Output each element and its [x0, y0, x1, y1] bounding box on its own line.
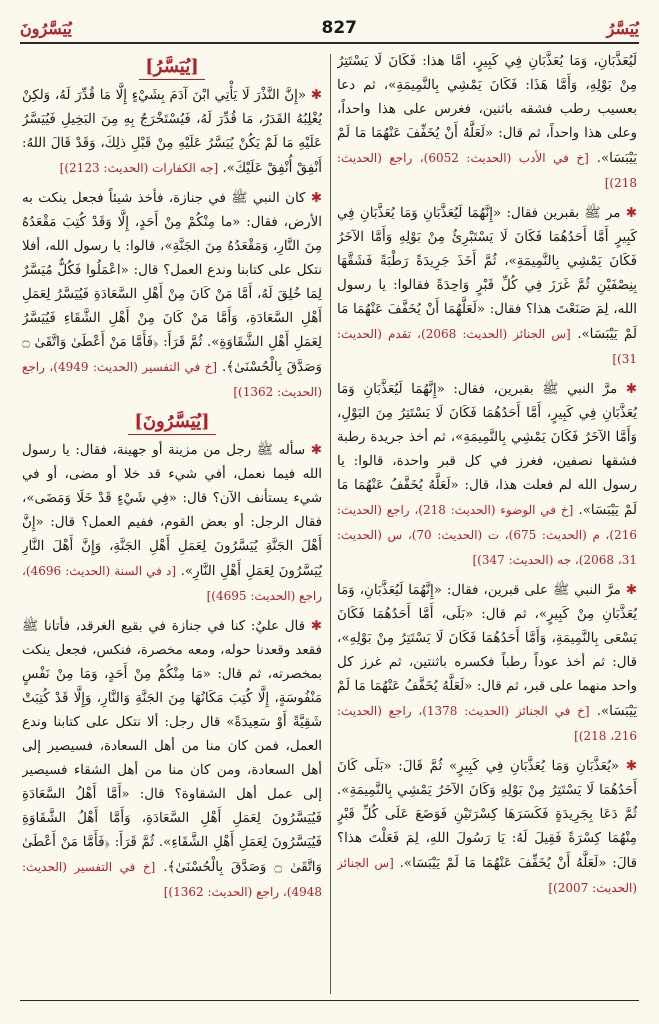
hadith-text: مرَّ النبي ﷺ على قبرين، فقال: «إِنَّهُمَا لَيُعَذَّبَانِ، وَمَا يُعَذَّبَانِ مِنْ كَبِيرٍ»، ثم قال: «بَلَى، أَمَّا أَحَدُهُمَا فَكَانَ يَسْعَى بِالنَّمِيمَةِ، وَأَمَّا أَحَدُهُمَا فَكَانَ لَا يَسْتَتِرُ مِنْ بَوْلِهِ»، قال: ثم أخذ عوداً رطباً فكسره باثنتين، ثم غرز كل واحد منهما على قبر، ثم قال: «لَعَلَّهُ يُخَفَّفُ عَنْهُمَا مَا لَمْ يَيْبَسَا». [337, 583, 637, 719]
section-heading [22, 411, 322, 435]
hadith-text: كان النبي ﷺ في جنازة، فأخذ شيئاً فجعل ينكت به الأرض، فقال: «ما مِنْكُمْ مِنْ أَحَدٍ، إِلَّا وَقَدْ كُتِبَ مَقْعَدُهُ مِنَ النَّارِ، وَمَقْعَدُهُ مِنَ الجَنَّةِ»، قالوا: يا رسول الله، أفلا نتكل على كتابنا وندع العمل؟ قال: «اعْمَلُوا فَكُلٌّ مُيَسَّرٌ لِمَا خُلِقَ لَهُ، أَمَّا مَنْ كَانَ مِنْ أَهْلِ السَّعَادَةِ فَيُيَسَّرُ لِعَمَلِ أَهْلِ السَّعَادَةِ، وَأَمَّا مَنْ كَانَ مِنْ أَهْلِ الشَّقَاءِ فَيُيَسَّرُ لِعَمَلِ أَهْلِ الشَّقَاوَةِ». ثُمَّ قَرَأَ: ﴿فَأَمَّا مَنْ أَعْطَىٰ وَاتَّقَىٰ ۝ وَصَدَّقَ بِالْحُسْنَىٰ﴾. [22, 191, 322, 375]
hadith-text: «إِنَّ النَّذْرَ لَا يَأْتِي ابْنَ آدَمَ بِشَيْءٍ إِلَّا مَا قُدِّرَ لَهُ، وَلكِنْ يُغْلِبُهُ القَدَرُ، مَا قُدِّرَ لَهُ، فَيُسْتَخْرَجُ بِهِ مِنَ البَخِيلِ فَيُيَسَّرُ عَلَيْهِ مَا لَمْ يَكُنْ يُيَسَّرُ عَلَيْهِ مِنْ قَبْلِ ذلِكَ، وَقَدْ قَالَ اللهُ: أَنْفِقْ أُنْفِقْ عَلَيْكَ». [22, 88, 322, 176]
left-column [22, 50, 322, 996]
hadith-reference: [خ في التفسير (الحديث: 4949)، راجع (الحديث: 1362)] [22, 360, 322, 399]
columns [22, 50, 637, 996]
star-icon: ✱ [625, 583, 637, 598]
header-word-left: يُيَسَّرُونَ [20, 19, 72, 38]
hadith-reference: [جه الكفارات (الحديث: 2123)] [59, 161, 219, 175]
right-column [337, 50, 637, 996]
hadith-reference: [س الجنائز (الحديث: 2007)] [337, 856, 637, 895]
hadith-reference: [خ في الجنائز (الحديث: 1378)، راجع (الحديث: 216، 218)] [337, 704, 637, 743]
hadith-entry [337, 579, 637, 749]
star-icon: ✱ [310, 443, 322, 458]
hadith-entry [337, 202, 637, 372]
hadith-reference: [خ في الوضوء (الحديث: 218)، راجع (الحديث: 216)، م (الحديث: 675)، ت (الحديث: 70)، س (الحديث: 31، 2068)، جه (الحديث: 347)] [337, 503, 637, 567]
footer-rule [20, 1000, 639, 1001]
hadith-entry [337, 50, 637, 196]
star-icon: ✱ [625, 206, 637, 221]
hadith-entry [22, 187, 322, 405]
heading-yuyassaru: [يُيَسَّرُ] [139, 56, 204, 80]
star-icon: ✱ [310, 619, 322, 634]
hadith-text: سأله ﷺ رجل من مزينة أو جهينة، فقال: يا رسول الله فيما نعمل، أفي شيء قد خلا أو مضى، أو في شيء يستأنف الآن؟ قال: «فِي شَيْءٍ قَدْ خَلَا وَمَضَى»، فقال الرجل: أو بعض القوم، ففيم العمل؟ قال: «إِنَّ أَهْلَ الجَنَّةِ يُيَسَّرُونَ لِعَمَلِ أَهْلِ الجَنَّةِ، وَإِنَّ أَهْلَ النَّارِ يُيَسَّرُونَ لِعَمَلِ أَهْلِ النَّارِ». [22, 443, 322, 579]
hadith-reference: [س الجنائز (الحديث: 2068)، تقدم (الحديث: 31)] [337, 327, 637, 366]
star-icon: ✱ [625, 759, 637, 774]
hadith-reference: [خ في التفسير (الحديث: 4948)، راجع (الحديث: 1362)] [22, 860, 322, 899]
hadith-entry [22, 615, 322, 905]
hadith-entry [22, 84, 322, 181]
star-icon: ✱ [310, 88, 322, 103]
header-word-right: يُيَسَّرُ [606, 19, 639, 38]
hadith-entry [337, 378, 637, 573]
hadith-reference: [د في السنة (الحديث: 4696)، راجع (الحديث: 4695)] [22, 564, 322, 603]
hadith-reference: [خ في الأدب (الحديث: 6052)، راجع (الحديث: 218)] [337, 151, 637, 190]
header-rule [20, 42, 639, 44]
hadith-entry [22, 439, 322, 609]
hadith-text: قال عليٌ: كنا في جنازة في بقيع الغرقد، فأتانا ﷺ فقعد وقعدنا حوله، ومعه مخصرة، فنكس، فجعل ينكت بمخصرته، ثم قال: «مَا مِنْكُمْ مِنْ أَحَدٍ، وَمَا مِنْ نَفْسٍ مَنْفُوسَةٍ، إِلَّا كُتِبَ مَكَانُهَا مِنَ الجَنَّةِ وَالنَّارِ، وَإِلَّا قَدْ كُتِبَتْ شَقِيَّةً أَوْ سَعِيدَةً» قال رجل: ألا نتكل على كتابنا وندع العمل، فمن كان منا من أهل السعادة، فسيصير إلى أهل السعادة، ومن كان منا من أهل الشقاء فسيصير إلى عمل أهل الشقاوة؟ قال: «أَمَّا أَهْلُ السَّعَادَةِ فَيُيَسَّرُونَ لِعَمَلِ أَهْلِ السَّعَادَةِ، وَأَمَّا أَهْلُ الشَّقَاوَةِ فَيُيَسَّرُونَ لِعَمَلِ أَهْلِ الشَّقَاءِ». ثُمَّ قَرَأَ: ﴿فَأَمَّا مَنْ أَعْطَىٰ وَاتَّقَىٰ ۝ وَصَدَّقَ بِالْحُسْنَىٰ﴾. [22, 619, 322, 875]
hadith-text: مرَّ النبي ﷺ بقبرين، فقال: «إِنَّهُمَا لَيُعَذَّبَانِ وَمَا يُعَذَّبَانِ فِي كَبِيرٍ، أَمَّا أَحَدُهُمَا فَكَانَ لَا يَسْتَتِرُ مِنَ البَوْلِ، وَأَمَّا الآخَرُ فَكَانَ يَمْشِي بِالنَّمِيمَةِ»، ثم أخذ جريدة رطبة فشقها نصفين، فغرز في كل قبر واحدة، قالوا: يا رسول الله لم فعلت هذا، قال: «لَعَلَّهُ يُخَفَّفُ عَنْهُمَا مَا لَمْ يَيْبَسَا». [337, 382, 637, 518]
hadith-entry [337, 755, 637, 901]
page-number: 827 [321, 18, 357, 38]
star-icon: ✱ [625, 382, 637, 397]
hadith-text: مر ﷺ بقبرين فقال: «إِنَّهُمَا لَيُعَذَّبَانِ وَمَا يُعَذَّبَانِ فِي كَبِيرٍ أَمَّا أَحَدُهُمَا فَكَانَ لَا يَسْتَبْرِئُ مِنْ بَوْلِهِ وَأَمَّا الآخَرُ فَكَانَ يَمْشِي بِالنَّمِيمَةِ»، ثُمَّ أَخَذَ جَرِيدَةً رَطْبَةً فَشَقَّهَا بِنِصْفَيْنِ ثُمَّ غَرَزَ فِي كُلِّ قَبْرٍ وَاحِدَةً فقالوا: يا رسول الله، لِمَ صَنَعْتَ هذا؟ فقال: «لَعَلَّهُمَا أَنْ يُخَفَّفَ عَنْهُمَا مَا لَمْ يَيْبَسَا». [337, 206, 637, 342]
page-header [20, 12, 639, 38]
hadith-text: لَيُعَذَّبَانِ، وَمَا يُعَذَّبَانِ فِي كَبِيرٍ، أمَّا هذا: فَكَانَ لَا يَسْتَتِرُ مِنْ بَوْلِهِ، وَأَمَّا هَذَا: فَكَانَ يَمْشِي بِالنَّمِيمَةِ»، ثم دعا بعسيب رطب فشقه باثنين، فغرس على هذا واحداً، وعلى هذا واحداً، ثم قال: «لَعَلَّهُ أَنْ يُخَفِّفَ عَنْهُمَا مَا لَمْ يَيْبَسَا». [337, 54, 637, 166]
heading-yuyassaruna: [يُيَسَّرُونَ] [128, 411, 215, 435]
section-heading [22, 56, 322, 80]
hadith-text: «يُعَذَّبَانِ وَمَا يُعَذَّبَانِ فِي كَبِيرٍ» ثُمَّ قَالَ: «بَلَى كَانَ أَحَدُهُمَا لَا يَسْتَتِرُ مِنْ بَوْلِهِ وَكَانَ الآخَرُ يَمْشِي بِالنَّمِيمَةِ». ثُمَّ دَعَا بِجَرِيدَةٍ فَكَسَرَهَا كِسْرَتَيْنِ فَوَضَعَ عَلَى كُلِّ قَبْرٍ مِنْهُمَا كِسْرَةً فَقِيلَ لَهُ: يَا رَسُولَ اللهِ، لِمَ فَعَلْتَ هذا؟ قالَ: «لَعَلَّهُ أَنْ يُخَفِّفَ عَنْهُمَا مَا لَمْ يَيْبَسَا». [337, 759, 637, 871]
star-icon: ✱ [310, 191, 322, 206]
